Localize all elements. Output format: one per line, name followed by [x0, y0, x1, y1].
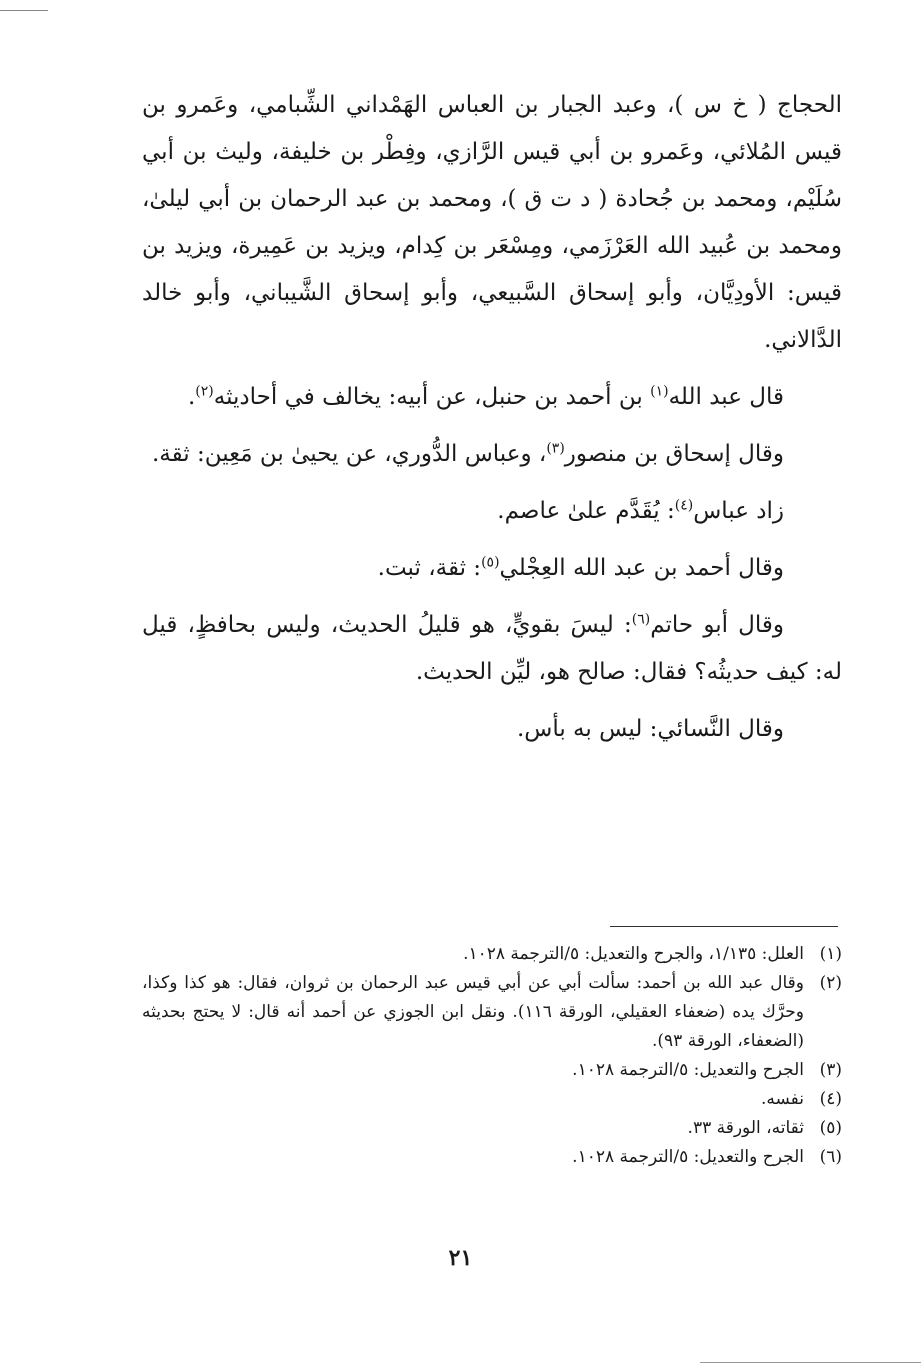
footnote-4 — [142, 1085, 842, 1114]
footnote-text: الجرح والتعديل: ٥/الترجمة ١٠٢٨. — [572, 1060, 804, 1080]
paragraph-text: ، وعباس الدُّوري، عن يحيىٰ بن مَعِين: ثقة. — [151, 441, 547, 467]
footnote-ref-5: (٥) — [481, 554, 500, 571]
footnote-6 — [142, 1143, 842, 1172]
paragraph-text: : ليسَ بقويٍّ، هو قليلُ الحديث، وليس بحافظٍ، قيل له: كيف حديثُه؟ فقال: صالح هو، ليِّن الحديث. — [142, 612, 842, 685]
footnote-text: العلل: ١/١٣٥، والجرح والتعديل: ٥/الترجمة ١٠٢٨. — [463, 944, 804, 964]
page-number: ٢١ — [448, 1245, 473, 1271]
footnote-text: وقال عبد الله بن أحمد: سألت أبي عن أبي قيس عبد الرحمان بن ثروان، فقال: هو كذا وكذا، وحرَّك يده (ضعفاء العقيلي، الورقة ١١٦). ونقل ابن الجوزي عن أحمد أنه قال: لا يحتج بحديثه (الضعفاء، الورقة ٩٣). — [142, 973, 804, 1051]
footnote-text: نفسه. — [760, 1089, 804, 1109]
footnotes — [142, 940, 842, 1172]
paragraph-text: . — [187, 384, 196, 410]
footnote-number: (٢) — [819, 973, 842, 993]
paragraph-text: : ثقة، ثبت. — [377, 555, 482, 581]
paragraph-text: وقال أحمد بن عبد الله العِجْلي — [499, 555, 784, 581]
footnote-separator — [610, 926, 838, 927]
footnote-ref-2: (٢) — [195, 383, 214, 400]
paragraph-text: وقال إسحاق بن منصور — [564, 441, 784, 467]
footnote-number: (١) — [819, 944, 842, 964]
footnote-number: (٦) — [819, 1147, 842, 1167]
scan-edge-mark — [0, 10, 48, 11]
footnote-text: ثقاته، الورقة ٣٣. — [687, 1118, 804, 1138]
footnote-1 — [142, 940, 842, 969]
footnote-3 — [142, 1056, 842, 1085]
main-text — [142, 82, 842, 753]
paragraph-text: : يُقَدَّم علىٰ عاصم. — [497, 498, 675, 524]
paragraph-text: قال عبد الله — [668, 384, 784, 410]
ijli-paragraph — [142, 545, 842, 592]
footnote-ref-1: (١) — [650, 383, 669, 400]
footnote-5 — [142, 1114, 842, 1143]
footnote-ref-3: (٣) — [546, 440, 565, 457]
nasai-paragraph: وقال النَّسائي: ليس به بأس. — [516, 716, 784, 742]
paragraph-text: بن أحمد بن حنبل، عن أبيه: يخالف في أحاديثه — [213, 384, 651, 410]
paragraph-text: وقال أبو حاتم — [650, 612, 784, 638]
abbas-paragraph — [142, 488, 842, 535]
scan-edge-mark — [700, 1362, 921, 1363]
paragraph-text: زاد عباس — [693, 498, 784, 524]
narrators-paragraph: الحجاج ( خ س )، وعبد الجبار بن العباس الهَمْداني الشِّبامي، وعَمرو بن قيس المُلائي، وعَمرو بن أبي قيس الرَّازي، وفِطْر بن خليفة، وليث بن أبي سُلَيْم، ومحمد بن جُحادة ( د ت ق )، ومحمد بن عبد الرحمان بن أبي ليلىٰ، ومحمد بن عُبيد الله العَرْزَمي، ومِسْعَر بن كِدام، ويزيد بن عَمِيرة، ويزيد بن قيس: الأودِيَّان، وأبو إسحاق السَّبيعي، وأبو إسحاق الشَّيباني، وأبو خالد الدَّالاني. — [142, 92, 842, 353]
footnote-number: (٤) — [819, 1089, 842, 1109]
abdullah-quote-paragraph — [142, 374, 842, 421]
footnote-number: (٥) — [819, 1118, 842, 1138]
footnote-number: (٣) — [819, 1060, 842, 1080]
footnote-ref-4: (٤) — [674, 497, 694, 514]
footnote-text: الجرح والتعديل: ٥/الترجمة ١٠٢٨. — [572, 1147, 804, 1167]
ishaq-quote-paragraph — [142, 431, 842, 478]
footnote-ref-6: (٦) — [631, 611, 651, 628]
abu-hatim-paragraph — [142, 602, 842, 696]
footnote-2 — [142, 969, 842, 1056]
